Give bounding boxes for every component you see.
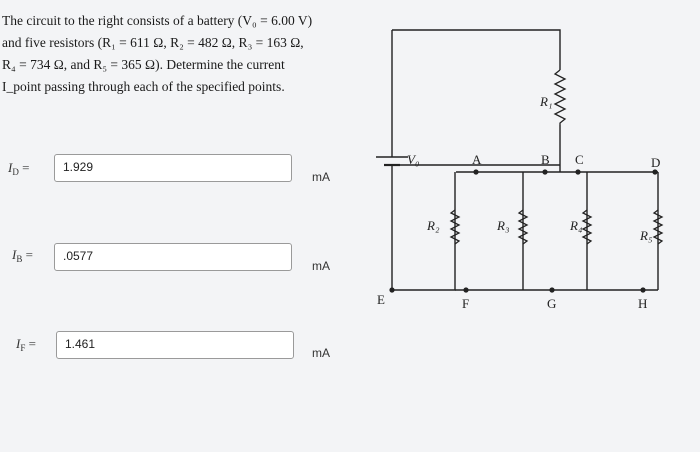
- node-dot-h: [640, 287, 645, 292]
- problem-line-1: The circuit to the right consists of a battery (V₀ = 6.00 V): [2, 13, 313, 28]
- node-dot-g: [549, 287, 554, 292]
- point-label-c: C: [575, 152, 584, 167]
- resistor-label-r1: R₁: [540, 94, 553, 109]
- point-label-b: B: [541, 152, 550, 167]
- resistor-label-r5: R₅: [640, 228, 653, 243]
- current-b-input[interactable]: .0577: [54, 243, 292, 271]
- unit-b: mA: [312, 259, 330, 273]
- problem-line-3: R₄ = 734 Ω, and R₅ = 365 Ω). Determine the current: [2, 57, 285, 72]
- problem-line-4: I_point passing through each of the specified points.: [2, 79, 285, 94]
- resistor-r4: [583, 210, 591, 244]
- battery-icon: [376, 150, 408, 176]
- point-label-e: E: [377, 292, 385, 307]
- point-label-a: A: [472, 152, 482, 167]
- point-label-d: D: [651, 155, 661, 170]
- resistor-r2: [451, 210, 459, 244]
- problem-line-2: and five resistors (R₁ = 611 Ω, R₂ = 482 Ω, R₃ = 163 Ω,: [2, 35, 304, 50]
- label-current-d: $I_D$ =: [8, 160, 30, 177]
- resistor-r3: [519, 210, 527, 244]
- node-dot-f: [463, 287, 468, 292]
- resistor-label-r4: R₄: [570, 218, 583, 233]
- node-dot-b: [542, 169, 547, 174]
- unit-d: mA: [312, 170, 330, 184]
- point-label-h: H: [638, 296, 648, 311]
- current-f-input[interactable]: 1.461: [56, 331, 294, 359]
- label-current-b: $I_B$ =: [12, 247, 33, 264]
- resistor-label-r2: R₂: [427, 218, 440, 233]
- node-dot-a: [473, 169, 478, 174]
- battery-label: V₀: [407, 152, 420, 167]
- node-dot-e: [389, 287, 394, 292]
- current-d-input[interactable]: 1.929: [54, 154, 292, 182]
- label-current-f: $I_F$ =: [16, 336, 36, 353]
- resistor-r5: [654, 210, 662, 244]
- node-dot-c: [575, 169, 580, 174]
- resistor-label-r3: R₃: [497, 218, 510, 233]
- resistor-r1: [555, 70, 565, 125]
- point-label-g: G: [547, 296, 557, 311]
- node-dot-d: [652, 169, 657, 174]
- point-label-f: F: [462, 296, 470, 311]
- unit-f: mA: [312, 346, 330, 360]
